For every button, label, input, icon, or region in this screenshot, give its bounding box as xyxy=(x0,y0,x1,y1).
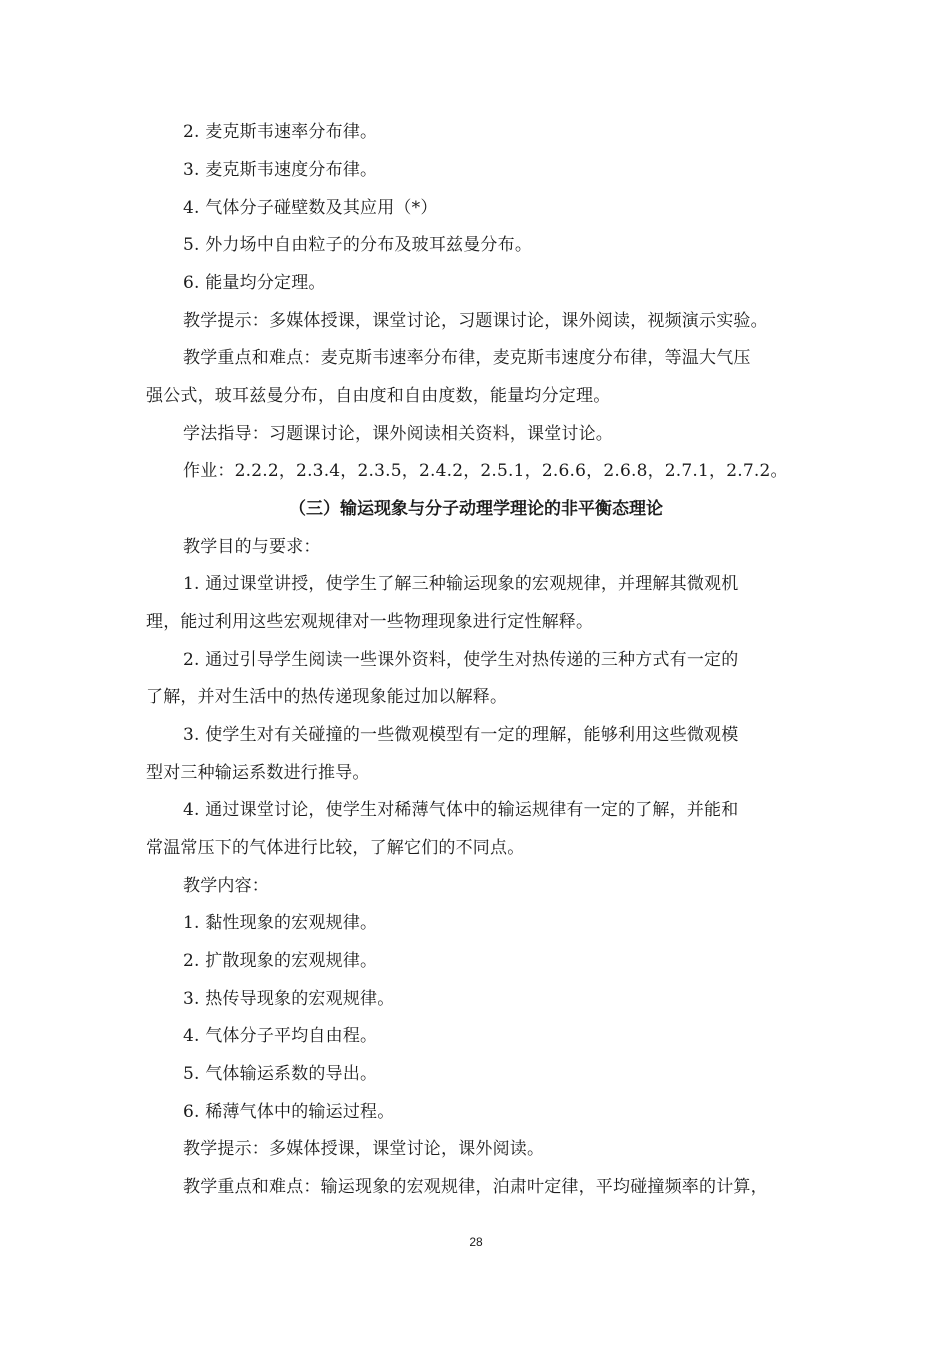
paragraph-line: 1. 通过课堂讲授，使学生了解三种输运现象的宏观规律，并理解其微观机 xyxy=(183,574,739,594)
paragraph-line: 强公式，玻耳兹曼分布，自由度和自由度数，能量均分定理。 xyxy=(146,386,611,406)
paragraph-line: 2. 通过引导学生阅读一些课外资料，使学生对热传递的三种方式有一定的 xyxy=(183,650,739,670)
paragraph-line: 理，能过利用这些宏观规律对一些物理现象进行定性解释。 xyxy=(146,612,594,632)
list-item: 5. 气体输运系数的导出。 xyxy=(183,1064,378,1084)
paragraph-line: 型对三种输运系数进行推导。 xyxy=(146,763,370,783)
list-item: 3. 热传导现象的宏观规律。 xyxy=(183,989,395,1009)
list-item: 6. 稀薄气体中的输运过程。 xyxy=(183,1102,395,1122)
paragraph-line: 教学重点和难点：麦克斯韦速率分布律，麦克斯韦速度分布律，等温大气压 xyxy=(183,348,751,368)
list-item: 2. 麦克斯韦速率分布律。 xyxy=(183,122,378,142)
paragraph-line: 教学重点和难点：输运现象的宏观规律，泊肃叶定律，平均碰撞频率的计算， xyxy=(183,1177,768,1197)
paragraph-line: 教学内容： xyxy=(183,876,269,896)
paragraph-line: 教学提示：多媒体授课，课堂讨论，习题课讨论，课外阅读，视频演示实验。 xyxy=(183,311,768,331)
page-number: 28 xyxy=(469,1235,483,1249)
list-item: 3. 麦克斯韦速度分布律。 xyxy=(183,160,378,180)
section-heading: （三）输运现象与分子动理学理论的非平衡态理论 xyxy=(289,499,663,519)
list-item: 6. 能量均分定理。 xyxy=(183,273,326,293)
paragraph-line: 常温常压下的气体进行比较，了解它们的不同点。 xyxy=(146,838,525,858)
paragraph-line: 教学提示：多媒体授课，课堂讨论，课外阅读。 xyxy=(183,1139,545,1159)
paragraph-line: 教学目的与要求： xyxy=(183,537,321,557)
list-item: 4. 气体分子平均自由程。 xyxy=(183,1026,378,1046)
list-item: 5. 外力场中自由粒子的分布及玻耳兹曼分布。 xyxy=(183,235,533,255)
list-item: 4. 气体分子碰壁数及其应用（*） xyxy=(183,198,438,218)
paragraph-line: 学法指导：习题课讨论，课外阅读相关资料，课堂讨论。 xyxy=(183,424,613,444)
paragraph-line: 3. 使学生对有关碰撞的一些微观模型有一定的理解，能够利用这些微观模 xyxy=(183,725,739,745)
paragraph-line: 了解，并对生活中的热传递现象能过加以解释。 xyxy=(146,687,508,707)
paragraph-line: 4. 通过课堂讨论，使学生对稀薄气体中的输运规律有一定的了解，并能和 xyxy=(183,800,739,820)
paragraph-line: 作业：2.2.2，2.3.4，2.3.5，2.4.2，2.5.1，2.6.6，2.6.8，2.7.1，2.7.2。 xyxy=(183,461,788,481)
list-item: 1. 黏性现象的宏观规律。 xyxy=(183,913,378,933)
list-item: 2. 扩散现象的宏观规律。 xyxy=(183,951,378,971)
